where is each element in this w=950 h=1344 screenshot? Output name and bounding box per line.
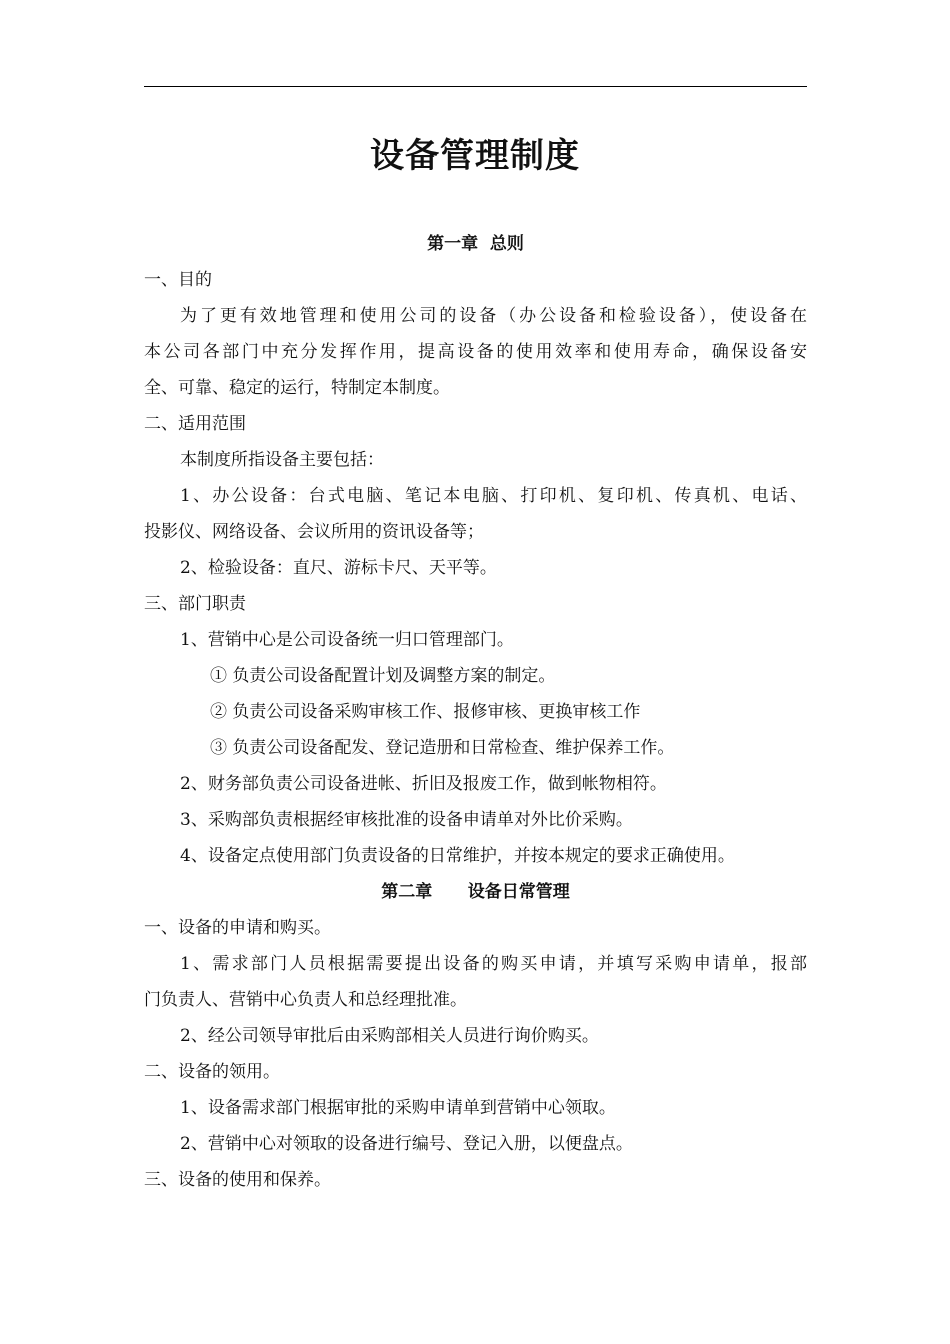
list-item: 2、财务部负责公司设备进帐、折旧及报废工作，做到帐物相符。	[180, 774, 667, 794]
list-item: 1、需求部门人员根据需要提出设备的购买申请，并填写采购申请单，报部	[180, 954, 807, 974]
sub-list-item: ③ 负责公司设备配发、登记造册和日常检查、维护保养工作。	[210, 738, 675, 758]
list-item: 1、设备需求部门根据审批的采购申请单到营销中心领取。	[180, 1098, 616, 1118]
list-item-continuation: 门负责人、营销中心负责人和总经理批准。	[144, 990, 467, 1010]
list-item: 2、经公司领导审批后由采购部相关人员进行询价购买。	[180, 1026, 599, 1046]
paragraph-line: 本公司各部门中充分发挥作用，提高设备的使用效率和使用寿命，确保设备安	[144, 342, 807, 362]
section-responsibilities: 三、部门职责	[144, 594, 246, 614]
list-item: 1、营销中心是公司设备统一归口管理部门。	[180, 630, 514, 650]
paragraph-line: 为了更有效地管理和使用公司的设备（办公设备和检验设备），使设备在	[180, 306, 807, 326]
list-item: 3、采购部负责根据经审核批准的设备申请单对外比价采购。	[180, 810, 633, 830]
header-rule	[144, 86, 807, 87]
section-use-maintenance: 三、设备的使用和保养。	[144, 1170, 331, 1190]
list-item: 2、检验设备：直尺、游标卡尺、天平等。	[180, 558, 497, 578]
list-item: 4、设备定点使用部门负责设备的日常维护，并按本规定的要求正确使用。	[180, 846, 735, 866]
section-scope: 二、适用范围	[144, 414, 246, 434]
list-item: 1、办公设备：台式电脑、笔记本电脑、打印机、复印机、传真机、电话、	[180, 486, 807, 506]
section-purpose: 一、目的	[144, 270, 212, 290]
document-title: 设备管理制度	[370, 136, 580, 176]
paragraph-line: 本制度所指设备主要包括：	[180, 450, 384, 470]
sub-list-item: ② 负责公司设备采购审核工作、报修审核、更换审核工作	[210, 702, 641, 722]
section-application-purchase: 一、设备的申请和购买。	[144, 918, 331, 938]
chapter-1-heading: 第一章 总则	[427, 234, 524, 254]
document-body	[144, 226, 807, 1198]
list-item-continuation: 投影仪、网络设备、会议所用的资讯设备等；	[144, 522, 484, 542]
list-item: 2、营销中心对领取的设备进行编号、登记入册，以便盘点。	[180, 1134, 633, 1154]
paragraph-line: 全、可靠、稳定的运行，特制定本制度。	[144, 378, 450, 398]
section-collection: 二、设备的领用。	[144, 1062, 280, 1082]
sub-list-item: ① 负责公司设备配置计划及调整方案的制定。	[210, 666, 556, 686]
chapter-2-heading: 第二章 设备日常管理	[381, 882, 570, 902]
